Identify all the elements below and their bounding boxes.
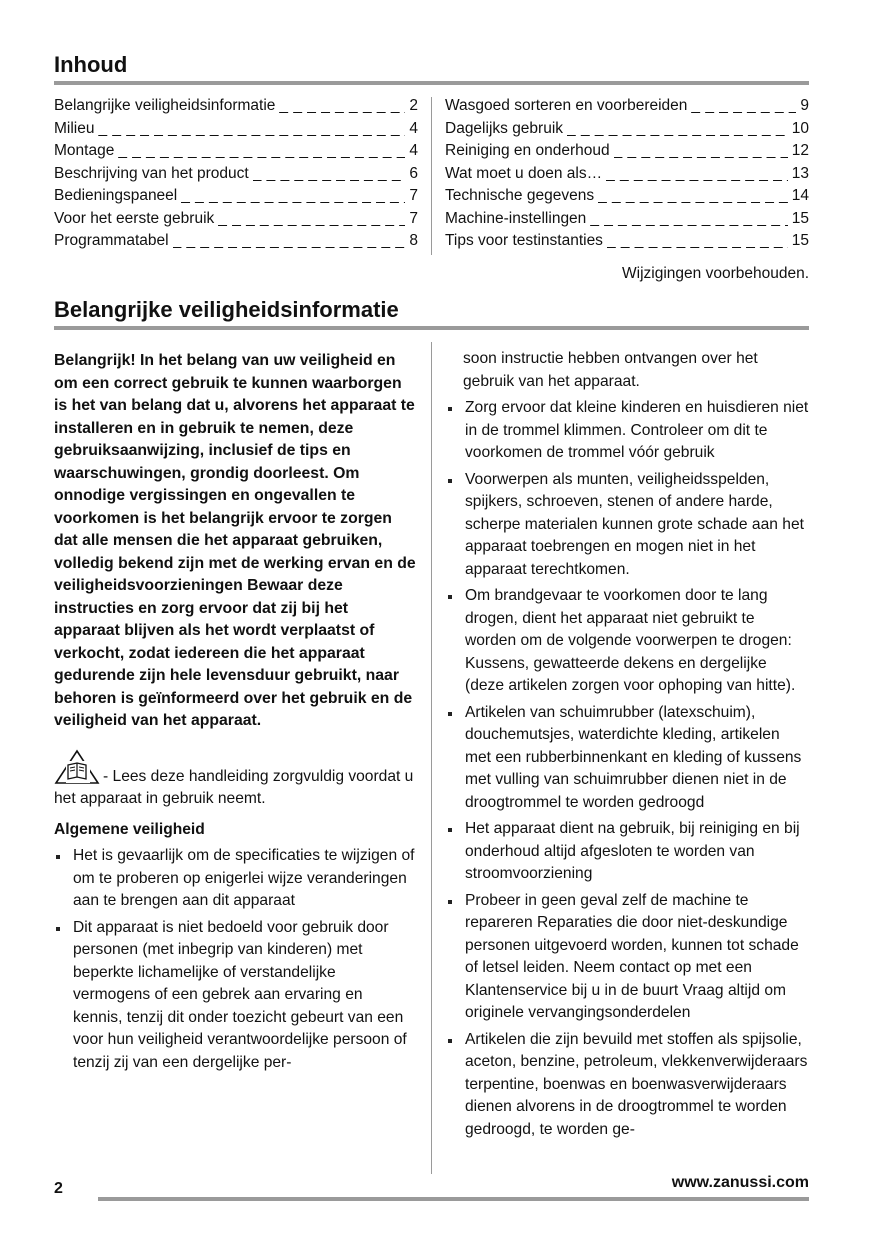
toc-entry[interactable] [445, 95, 809, 118]
toc-entry-title: Wasgoed sorteren en voorbereiden [445, 97, 688, 114]
toc-leader [607, 230, 788, 253]
toc-entry-page: 15 [791, 232, 809, 249]
toc-entry-page: 7 [409, 209, 418, 227]
toc-entry-page: 9 [800, 97, 809, 114]
left-bullet-list [54, 845, 416, 1074]
toc-entry[interactable] [54, 208, 418, 231]
website-link[interactable]: www.zanussi.com [671, 1174, 809, 1191]
right-column [446, 348, 809, 1145]
toc-leader [253, 163, 406, 186]
toc-title: Inhoud [54, 52, 128, 77]
continuation-text: soon instructie hebben ontvangen over het gebruik van het apparaat. [463, 350, 758, 390]
bullet-item: Dit apparaat is niet bedoeld voor gebruik door personen (met inbegrip van kinderen) met beperkte lichamelijke of verstandelijke vermogens of een gebrek aan ervaring en kennis, tenzij dit onder toezicht gebeurt van een voor hun veiligheid verantwoordelijke persoon of tenzij zij van een dergelijke per- [54, 917, 416, 1075]
safety-rule [54, 326, 809, 330]
right-bullet-list [446, 397, 809, 1141]
toc-entry[interactable] [445, 118, 809, 141]
toc-entry-title: Machine-instellingen [445, 209, 587, 227]
toc-entry-title: Technische gegevens [445, 187, 595, 204]
toc-entry-title: Programmatabel [54, 232, 169, 249]
toc-entry-page: 14 [791, 187, 809, 204]
bullet-item: Artikelen die zijn bevuild met stoffen als spijsolie, aceton, benzine, petroleum, vlekkenverwijderaars terpentine, boenwas en boenwasverwijderaars dienen alvorens in de droogtrommel te worden gedroogd, te worden ge- [446, 1029, 809, 1142]
bullet-item: Voorwerpen als munten, veiligheidsspelden, spijkers, schroeven, stenen of andere harde, scherpe materialen kunnen grote schade aan het apparaat toebrengen en mogen niet in het apparaat terechtkomen. [446, 469, 809, 582]
toc-entry-page: 6 [409, 164, 418, 182]
toc-entry-title: Tips voor testinstanties [445, 232, 603, 249]
toc-entry-page: 7 [409, 187, 418, 204]
toc-entry-title: Wat moet u doen als… [445, 164, 603, 182]
column-divider [431, 342, 432, 1174]
toc-left-column [54, 95, 418, 253]
read-manual-icon [54, 749, 100, 785]
toc-entry[interactable] [445, 208, 809, 231]
toc-entry-title: Bedieningspaneel [54, 187, 178, 204]
toc-leader [173, 230, 406, 253]
toc-entry-page: 13 [791, 164, 809, 182]
read-manual-note [54, 749, 416, 811]
toc-leader [691, 95, 796, 118]
safety-intro: Belangrijk! In het belang van uw veiligheid en om een correct gebruik te kunnen waarborgen is het van belang dat u, alvorens het apparaat te installeren en in gebruik te nemen, deze gebruiksaanwijzing, inclusief de tips en waarschuwingen, grondig doorleest. Om onnodige vergissingen en ongevallen te voorkomen is het belangrijk ervoor te zorgen dat alle mensen die het apparaat gebruiken, volledig bekend zijn met de werking ervan en de veiligheidsvoorzieningen Bewaar deze instructies en zorg ervoor dat zij bij het apparaat blijven als het wordt verplaatst of verkocht, zodat iedereen die het apparaat gedurende zijn hele levensduur gebruikt, naar behoren is geïnformeerd over het gebruik en de veiligheid van het apparaat. [54, 352, 416, 729]
toc-entry[interactable] [54, 95, 418, 118]
toc-entry[interactable] [54, 230, 418, 253]
toc-entry-page: 12 [791, 142, 809, 159]
toc-entry-title: Dagelijks gebruik [445, 119, 564, 137]
toc-entry-title: Voor het eerste gebruik [54, 209, 215, 227]
toc-entry-page: 2 [409, 97, 418, 114]
toc-entry[interactable] [445, 185, 809, 208]
toc-leader [567, 118, 788, 141]
changes-note: Wijzigingen voorbehouden. [622, 265, 809, 282]
toc-entry-title: Montage [54, 142, 115, 159]
toc-entry[interactable] [445, 163, 809, 186]
toc-leader [279, 95, 405, 118]
toc-entry-title: Reiniging en onderhoud [445, 142, 610, 159]
toc-leader [118, 140, 405, 163]
toc-leader [181, 185, 405, 208]
toc-leader [614, 140, 788, 163]
toc-entry-page: 4 [409, 119, 418, 137]
toc-right-column [445, 95, 809, 253]
toc-leader [606, 163, 788, 186]
bullet-item: Het apparaat dient na gebruik, bij reiniging en bij onderhoud altijd afgesloten te worden van stroomvoorziening [446, 818, 809, 886]
general-safety-heading: Algemene veiligheid [54, 820, 205, 838]
toc-leader [590, 208, 787, 231]
toc-entry-page: 10 [791, 119, 809, 137]
toc-entry[interactable] [54, 140, 418, 163]
toc-entry-page: 15 [791, 209, 809, 227]
toc-entry[interactable] [54, 185, 418, 208]
bullet-item: Zorg ervoor dat kleine kinderen en huisdieren niet in de trommel klimmen. Controleer om dit te voorkomen de trommel vóór gebruik [446, 397, 809, 465]
toc-entry-page: 4 [409, 142, 418, 159]
toc-divider [431, 97, 432, 255]
left-column [54, 350, 416, 1078]
toc-entry[interactable] [445, 140, 809, 163]
bullet-item: Om brandgevaar te voorkomen door te lang drogen, dient het apparaat niet gebruikt te worden om de volgende voorwerpen te drogen: Kussens, gewatteerde dekens en dergelijke (deze artikelen zorgen voor ophoping van hitte). [446, 585, 809, 698]
toc-entry[interactable] [54, 118, 418, 141]
toc-entry-title: Beschrijving van het product [54, 164, 249, 182]
read-note-text: - Lees deze handleiding zorgvuldig voordat u het apparaat in gebruik neemt. [54, 767, 414, 807]
toc-rule [54, 81, 809, 85]
page-number: 2 [54, 1180, 63, 1197]
toc-entry-page: 8 [409, 232, 418, 249]
toc-entry-title: Belangrijke veiligheidsinformatie [54, 97, 276, 114]
safety-title: Belangrijke veiligheidsinformatie [54, 297, 399, 322]
toc-entry-title: Milieu [54, 119, 95, 137]
toc-entry[interactable] [54, 163, 418, 186]
toc-entry[interactable] [445, 230, 809, 253]
bullet-item: Probeer in geen geval zelf de machine te repareren Reparaties die door niet-deskundige personen uitgevoerd worden, kunnen tot schade of letsel leiden. Neem contact op met een Klantenservice bij u in de buurt Vraag altijd om originele vervangingsonderdelen [446, 890, 809, 1025]
bullet-item: Artikelen van schuimrubber (latexschuim), douchemutsjes, waterdichte kleding, artikelen met een rubberbinnenkant en kleding of kussens met vulling van schuimrubber dienen niet in de droogtrommel te worden gedroogd [446, 702, 809, 815]
bullet-item: Het is gevaarlijk om de specificaties te wijzigen of om te proberen op enigerlei wijze veranderingen aan te brengen aan dit apparaat [54, 845, 416, 913]
footer-rule [98, 1197, 809, 1201]
toc-leader [598, 185, 788, 208]
toc-leader [218, 208, 405, 231]
toc-leader [98, 118, 405, 141]
